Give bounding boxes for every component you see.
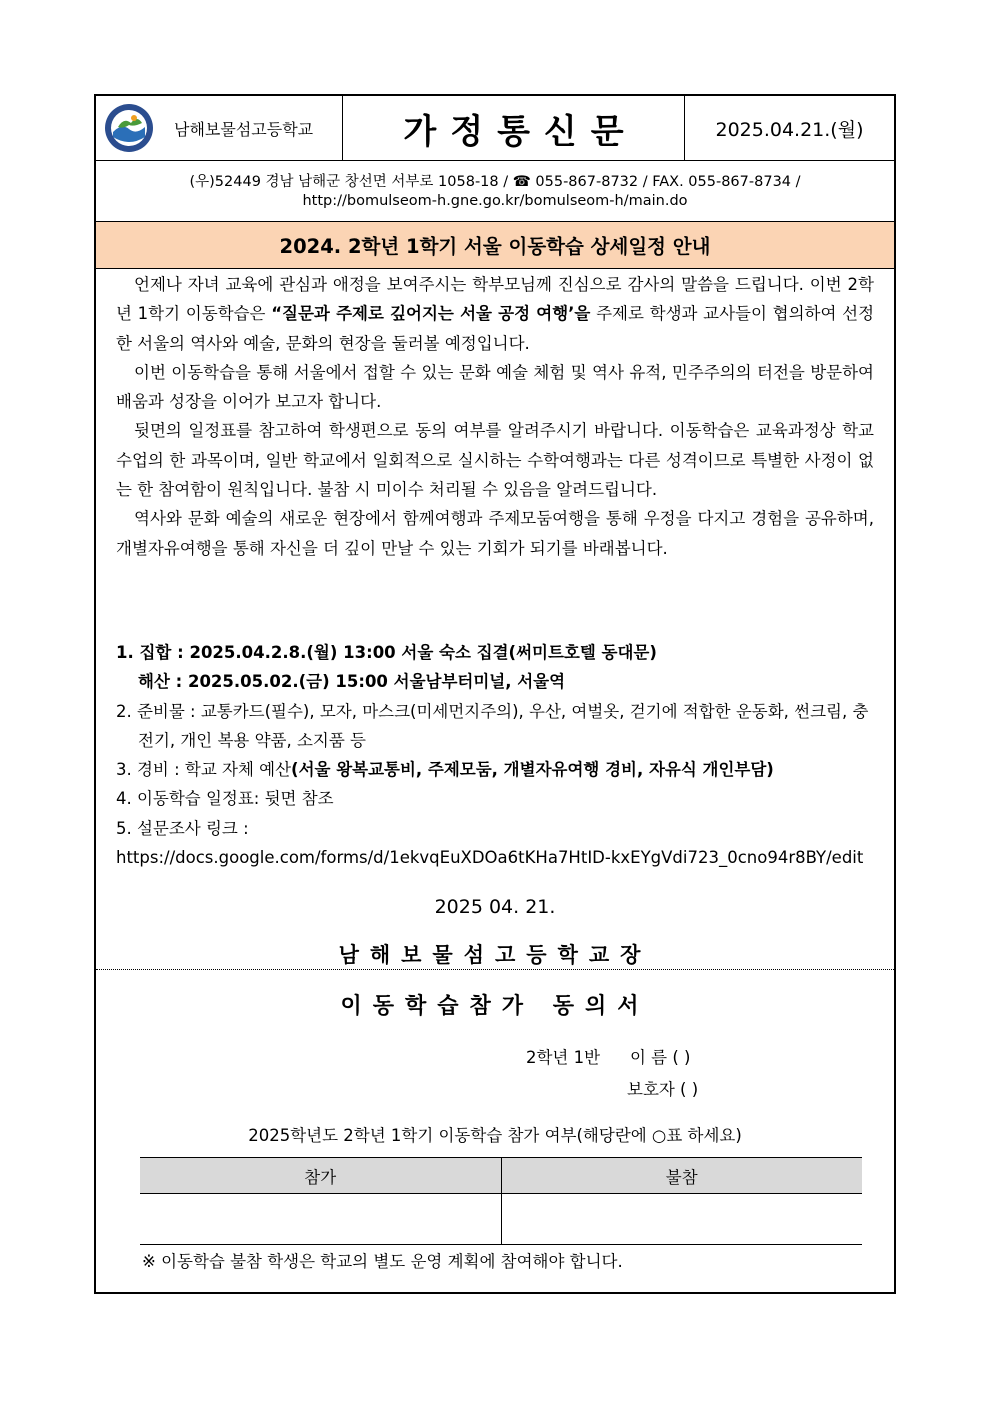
paragraph-2: 이번 이동학습을 통해 서울에서 접할 수 있는 문화 예술 체험 및 역사 유적, 민주주의의 터전을 방문하여 배움과 성장을 이어가 보고자 합니다.: [116, 362, 874, 412]
dismissal-item: 해산 : 2025.05.02.(금) 15:00 서울남부터미널, 서울역: [138, 672, 566, 692]
address-line: (우)52449 경남 남해군 창선면 서부로 1058-18 / ☎ 055-867-8732 / FAX. 055-867-8734 /: [189, 174, 801, 190]
theme-phrase: “질문과 주제로 깊어지는 서울 공정 여행’을: [271, 304, 591, 324]
school-emblem-icon: [104, 103, 154, 153]
body-text: [116, 270, 874, 563]
expense-item: 3. 경비 : 학교 자체 예산(서울 왕복교통비, 주제모둠, 개별자유여행 경비, 자유식 개인부담): [116, 760, 774, 780]
notice-banner: 2024. 2학년 1학기 서울 이동학습 상세일정 안내: [96, 222, 894, 269]
supplies-item: 2. 준비물 : 교통카드(필수), 모자, 마스크(미세먼지주의), 우산, 여벌옷, 걷기에 적합한 운동화, 썬크림, 충전기, 개인 복용 약품, 소지품 등: [116, 701, 869, 750]
address-block: [96, 160, 894, 222]
header-row: [96, 96, 894, 161]
guardian-name-field[interactable]: 보호자 ( ): [627, 1080, 699, 1099]
details-list: [116, 638, 876, 872]
school-cell: [96, 96, 343, 160]
gathering-item: 1. 집합 : 2025.04.2.8.(월) 13:00 서울 숙소 집결(써미트호텔 동대문): [116, 643, 657, 662]
attend-cell[interactable]: [140, 1194, 501, 1245]
table-row: [140, 1194, 862, 1245]
absent-header: 불참: [501, 1158, 862, 1194]
table-header-row: [140, 1158, 862, 1194]
participation-question: 2025학년도 2학년 1학기 이동학습 참가 여부(해당란에 ○표 하세요): [248, 1126, 742, 1145]
absent-cell[interactable]: [501, 1194, 862, 1245]
survey-link[interactable]: https://docs.google.com/forms/d/1ekvqEuXDOa6tKHa7HtID-kxEYgVdi723_0cno94r8BY/edit: [116, 848, 864, 868]
paragraph-3: 뒷면의 일정표를 참고하여 학생편으로 동의 여부를 알려주시기 바랍니다. 이동학습은 교육과정상 학교 수업의 한 과목이며, 일반 학교에서 일회적으로 실시하는 수학여행과는 다른 성격이므로 특별한 사정이 없는 한 참여함이 원칙입니다. 불참 시 미이수 처리될 수 있음을 알려드립니다.: [116, 421, 874, 500]
schedule-item: 4. 이동학습 일정표: 뒷면 참조: [116, 789, 334, 809]
newsletter-title: 가정통신문: [403, 111, 638, 152]
consent-table: [140, 1157, 862, 1245]
school-name: 남해보물섬고등학교: [174, 120, 314, 139]
student-name-field[interactable]: 이 름 ( ): [630, 1048, 691, 1067]
principal-signature: 남해보물섬고등학교장: [338, 943, 652, 967]
paragraph-4: 역사와 문화 예술의 새로운 현장에서 함께여행과 주제모둠여행을 통해 우정을 다지고 경험을 공유하며, 개별자유여행을 통해 자신을 더 깊이 만날 수 있는 기회가 되기를 바래봅니다.: [116, 509, 874, 558]
newsletter-frame: [94, 94, 896, 1294]
consent-form-title: 이동학습참가 동의서: [340, 994, 650, 1019]
paragraph-1: 언제나 자녀 교육에 관심과 애정을 보여주시는 학부모님께 진심으로 감사의 말씀을 드립니다. 이번 2학년 1학기 이동학습은 “질문과 주제로 깊어지는 서울 공정 여행’을 주제로 학생과 교사들이 협의하여 선정한 서울의 역사와 예술, 문화의 현장을 둘러볼 예정입니다.: [116, 275, 875, 353]
title-cell: [343, 96, 685, 160]
website-line: http://bomulseom-h.gne.go.kr/bomulseom-h/main.do: [302, 193, 688, 209]
class-label: 2학년 1반: [526, 1048, 601, 1067]
issue-date: 2025.04.21.(월): [715, 118, 864, 141]
attend-header: 참가: [140, 1158, 501, 1194]
survey-item: 5. 설문조사 링크 :: [116, 818, 249, 838]
signature-date: 2025 04. 21.: [434, 896, 556, 918]
cut-line: [96, 969, 894, 970]
absence-note: ※ 이동학습 불참 학생은 학교의 별도 운영 계획에 참여해야 합니다.: [142, 1252, 623, 1271]
